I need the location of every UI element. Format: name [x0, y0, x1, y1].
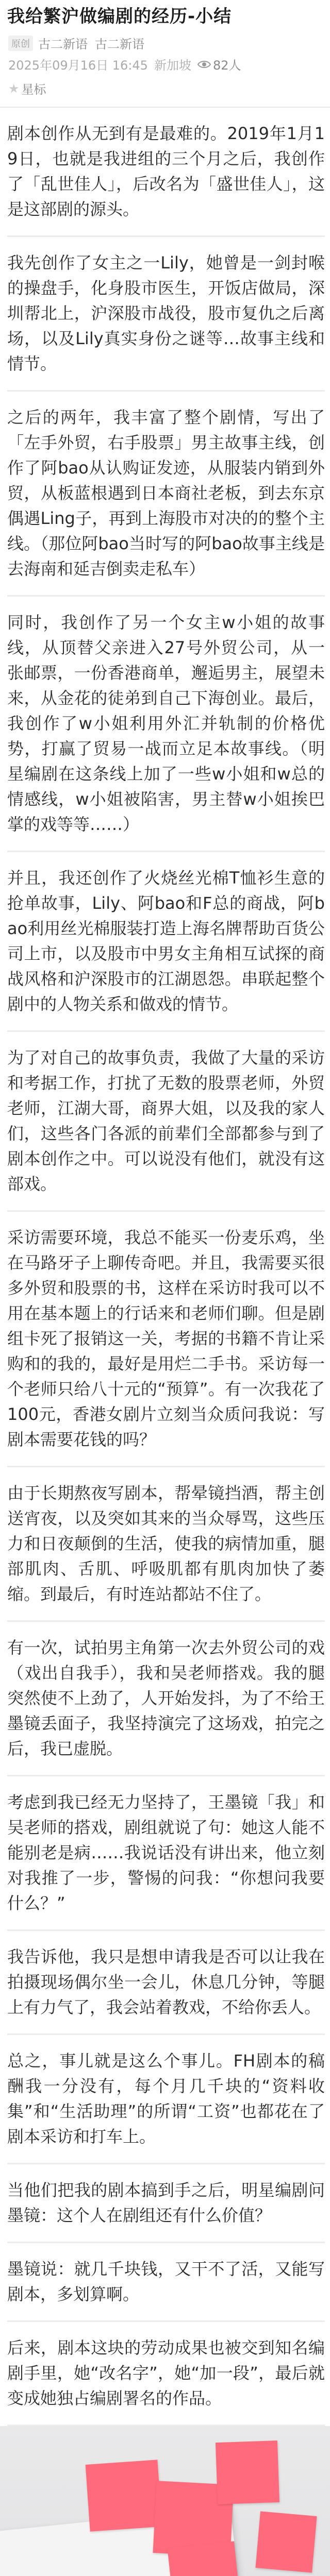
paragraph-9: 有一次，试拍男主角第一次去外贸公司的戏（戏出自我手），我和吴老师搭戏。我的腿突然使不上劲了，人开始发抖，为了不给王墨镜丢面子，我坚持演完了这场戏，拍完之后，我已虚脱。 [7, 1622, 325, 1776]
view-count [197, 55, 241, 73]
eye-icon [197, 59, 211, 70]
sticky-note-3 [216, 2441, 279, 2504]
author-name[interactable]: 古二新语 [38, 37, 88, 52]
star-row[interactable] [0, 75, 330, 104]
paragraph-6: 为了对自己的故事负责，我做了大量的采访和考据工作，打扰了无数的股票老师，外贸老师，江湖大哥，商界大姐，以及我的家人们，这些各门各派的前辈们全部都参与到了剧本创作之中。可以说没有他们，就没有这部戏。 [7, 1032, 325, 1212]
paragraph-11: 我告诉他，我只是想申请我是否可以让我在拍摄现场偶尔坐一会儿，休息几分钟，等腿上有力气了，我会站着教戏，不给你丢人。 [7, 1931, 325, 2035]
article-title: 我给繁沪做编剧的经历-小结 [7, 6, 232, 27]
star-icon[interactable]: ★ [8, 81, 20, 96]
paragraph-14: 墨镜说：就几千块钱，又干不了活，又能写剧本，多划算啊。 [7, 2243, 325, 2322]
paragraph-10: 考虑到我已经无力坚持了，王墨镜「我」和吴老师的搭戏，剧组就说了句：她这人能不能别老是病……我说话没有讲出来，他立刻对我推了一步，警惕的问我：“你想问我要什么？” [7, 1776, 325, 1931]
sticky-note-5 [255, 2511, 317, 2572]
publish-location: 新加坡 [154, 58, 191, 73]
view-count-text: 82人 [212, 58, 241, 73]
sticky-note-1 [86, 2460, 162, 2531]
paragraph-2: 我先创作了女主之一Lily，她曾是一剑封喉的操盘手，化身股市医生，开饭店做局，深圳帮北上，沪深股市战役，股市复仇之后离场，以及Lily真实身份之谜等…故事主线和情节。 [7, 237, 325, 392]
paragraph-15: 后来，剧本这块的劳动成果也被交到知名编剧手里，她“改名字”，她“加一段”，最后就变成她独占编剧署名的作品。 [7, 2322, 325, 2426]
meta-row-2 [0, 53, 330, 75]
original-tag: 原创 [8, 36, 33, 51]
meta-row [0, 31, 330, 53]
paragraph-5: 并且，我还创作了火烧丝光棉T恤衫生意的抢单故事，Lily、阿bao和F总的商战，阿bao利用丝光棉服装打造上海名牌帮助百货公司上市，以及股市中男女主角相互试探的商战风格和沪深股市的江湖恩怨。串联起整个剧中的人物关系和做戏的情节。 [7, 852, 325, 1032]
paragraph-1: 剧本创作从无到有是最难的。2019年1月19日，也就是我进组的三个月之后，我创作了「乱世佳人」，后改名为「盛世佳人」，这是这部剧的源头。 [7, 108, 325, 237]
paragraph-4: 同时，我创作了另一个女主w小姐的故事线，从顶替父亲进入27号外贸公司，从一张邮票，一份香港商单，邂逅男主，展望未来，从金花的徒弟到自己下海创业。最后，我创作了w小姐利用外汇并轨制的价格优势，打赢了贸易一战而立足本故事线。（明星编剧在这条线上加了一些w小姐和w总的情感线，w小姐被陷害，男主替w小姐挨巴掌的戏等等……） [7, 597, 325, 852]
article-body [0, 108, 330, 2576]
account-name[interactable]: 古二新语 [95, 37, 144, 52]
paragraph-7: 采访需要环境，我总不能买一份麦乐鸡，坐在马路牙子上聊传奇吧。并且，我需要买很多外贸和股票的书，这样在采访时我可以不用在基本题上的行话来和老师们聊。但是剧组卡死了报销这一关，考据的书籍不肯让采购和的我的，最好是用烂二手书。采访每一个老师只给八十元的“预算”。有一次我花了100元，香港女剧片立刻当众质问我说：写剧本需要花钱的吗？ [7, 1212, 325, 1467]
publish-date: 2025年09月16日 16:45 [8, 58, 148, 73]
paragraph-8: 由于长期熬夜写剧本，帮晕镜挡酒，帮主创送宵夜，以及突如其来的当众辱骂，这些压力和日夜颠倒的生活，使我的病情加重，腿部肌肉、舌肌、呼吸肌都有肌肉加快了萎缩。到最后，有时连站都站不住了。 [7, 1467, 325, 1622]
star-label[interactable]: 星标 [21, 82, 46, 97]
paragraph-12: 总之，事儿就是这么个事儿。FH剧本的稿酬我一分没有，每个月几千块的“资料收集”和“生活助理”的所谓“工资”也都花在了剧本采访和打车上。 [7, 2035, 325, 2164]
paragraph-3: 之后的两年，我丰富了整个剧情，写出了「左手外贸，右手股票」男主故事主线，创作了阿bao从认购证发迹，从服装内销到外贸，从板蓝根遇到日本商社老板，到去东京偶遇Ling子，再到上海股市对决的的整个主线。（那位阿bao当时写的阿bao故事主线是去海南和延吉倒卖走私车） [7, 392, 325, 597]
paragraph-13: 当他们把我的剧本搞到手之后，明星编剧问墨镜：这个人在剧组还有什么价值？ [7, 2164, 325, 2243]
script-manuscript-photo [0, 2426, 330, 2576]
